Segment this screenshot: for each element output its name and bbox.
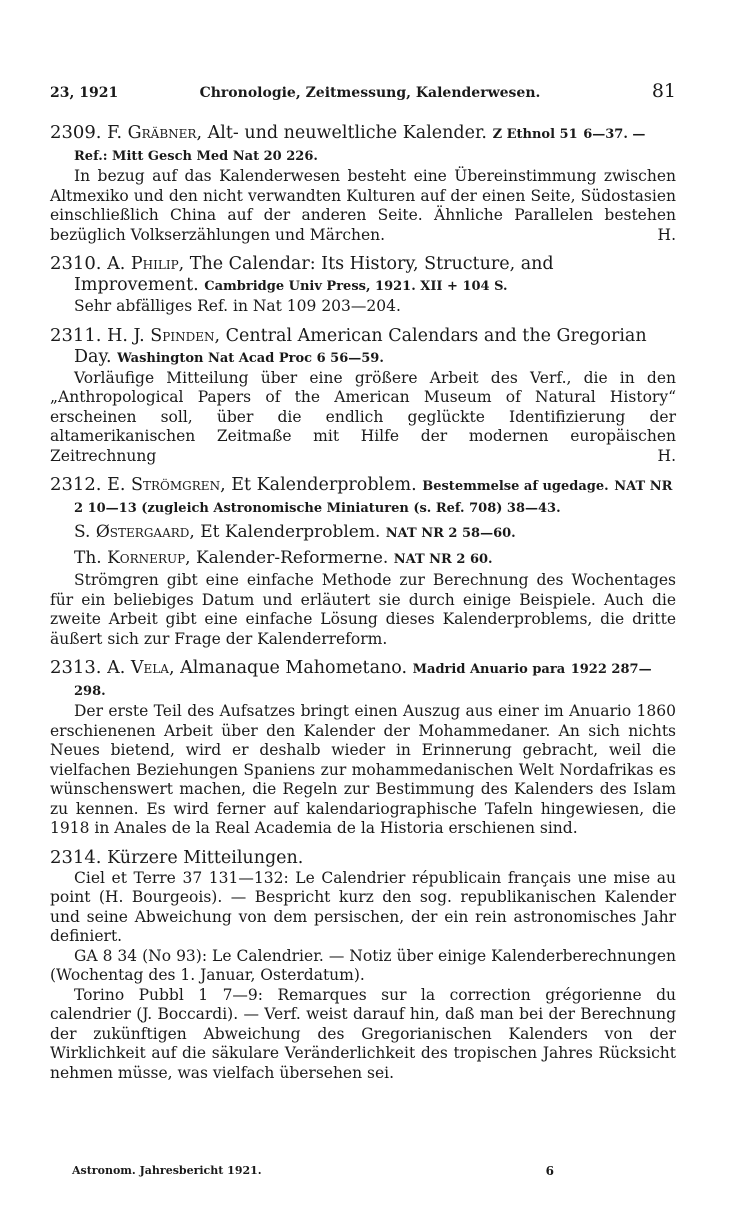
author-name: Vela — [130, 658, 169, 678]
page-number: 81 — [651, 80, 676, 102]
author-name: Philip — [130, 254, 179, 274]
footer-journal: Astronom. Jahresbericht 1921. — [72, 1164, 262, 1177]
entry-title: , The Calendar: Its History, Structure, and Improvement. — [74, 254, 554, 295]
author-name: Gräbner — [127, 123, 197, 143]
entry-2311 — [50, 325, 676, 467]
entry-source: Washington Nat Acad Proc 6 56—59. — [117, 350, 384, 366]
entry-2313 — [50, 657, 676, 839]
author-initials: A. — [107, 254, 126, 274]
entry-source: Cambridge Univ Press, 1921. XII + 104 S. — [204, 279, 508, 294]
entry-reference-note: Sehr abfälliges Ref. in Nat 109 203—204. — [74, 297, 401, 315]
entry-title: , Kalender-Reformerne. — [185, 548, 389, 568]
short-note-torino: Torino Pubbl 1 7—9: Remarques sur la correction grégorienne du calendrier (J. Boccardi). — Verf. weist darauf hin, daß man bei der Berechnung der zukünftigen Abweichung des Gregorianischen Kalenders von der Wirklichkeit auf die säkulare Veränderlichkeit des tropischen Jahres Rücksicht nehmen müsse, was vielfach übersehen sei. — [50, 985, 676, 1082]
reviewer-sign: H. — [657, 446, 676, 465]
entry-heading — [50, 657, 676, 702]
entry-2309 — [50, 122, 676, 245]
abstract-text: In bezug auf das Kalenderwesen besteht eine Übereinstimmung zwischen Altmexiko und den nicht verwandten Kulturen auf der einen Seite, Südostasien einschließlich China auf der anderen Seite. Ähnliche Parallelen bestehen bezüglich Volkserzählungen und Märchen. — [50, 167, 676, 244]
entry-title: , Almanaque Mahometano. — [168, 658, 408, 678]
running-header — [50, 80, 676, 102]
author-initials: E. — [107, 475, 126, 495]
entry-number: 2314. — [50, 846, 102, 868]
header-volume: 23, 1921 — [50, 85, 119, 101]
entry-heading — [50, 847, 676, 869]
entry-title: , Et Kalenderproblem. — [220, 475, 417, 495]
entry-number: 2310. — [50, 253, 102, 274]
entry-source: NAT NR 2 60. — [393, 552, 493, 567]
short-note-ga: GA 8 34 (No 93): Le Calendrier. — Notiz über einige Kalenderberechnungen (Wochentag des 1. Januar, Osterdatum). — [50, 946, 676, 984]
author-initials: A. — [107, 658, 126, 678]
author-initials: Th. — [74, 548, 102, 568]
entry-title: , Et Kalenderproblem. — [189, 522, 381, 542]
entry-title: , Central American Calendars and the Gregorian Day. — [74, 325, 647, 367]
entry-source: NAT NR 2 58—60. — [385, 526, 516, 541]
author-name: Østergaard — [95, 522, 190, 542]
header-section-title: Chronologie, Zeitmessung, Kalenderwesen. — [199, 85, 541, 101]
abstract-text: Vorläufige Mitteilung über eine größere Arbeit des Verf., die in den „Anthropological Papers of the American Museum of Natural History“ erscheinen soll, über die endlich geglückte Identifizierung der altamerikanischen Zeitmaße mit Hilfe der modernen europäischen Zeitrechnung — [50, 368, 676, 465]
entry-source-cont: 6—37. — Ref.: Mitt Gesch Med Nat 20 226. — [74, 127, 646, 164]
author-initials: F. — [107, 123, 123, 143]
entry-abstract: Strömgren gibt eine einfache Methode zur Berechnung des Wochentages für ein beliebiges Datum und erläutert sie durch einige Beispiele. Auch die zweite Arbeit gibt eine einfache Lösung dieses Kalenderproblems, die dritte äußert sich zur Frage der Kalenderreform. — [50, 571, 676, 648]
entry-heading — [50, 474, 676, 519]
entry-number: 2312. — [50, 474, 102, 495]
page-footer — [72, 1164, 554, 1178]
entry-heading — [50, 122, 676, 167]
entry-source: Z Ethnol 51 — [492, 127, 578, 142]
entry-abstract: Der erste Teil des Aufsatzes bringt einen Auszug aus einer im Anuario 1860 erschienenen Arbeit über den Kalender der Mohammedaner. An sich nichts Neues bietend, wird er deshalb wieder in Erinnerung gebracht, weil die vielfachen Beziehungen Spaniens zur mohammedanischen Welt Nordafrikas es wünschenswert machen, die Regeln zur Bestimmung des Kalenders des Islam zu kennen. Es wird ferner auf kalendariographische Tafeln hingewiesen, die 1918 in Anales de la Real Academia de la Historia erschienen sind. — [50, 702, 676, 837]
entry-source: Madrid Anuario para — [412, 662, 566, 677]
related-entry-ostergaard — [74, 521, 676, 545]
short-note-ciel-et-terre: Ciel et Terre 37 131—132: Le Calendrier républicain français une mise au point (H. Bourgeois). — Bespricht kurz den sog. republikanischen Kalender und seine Abweichung von dem persischen, der ein rein astronomisches Jahr definiert. — [50, 868, 676, 945]
author-initials: H. J. — [107, 325, 145, 346]
entry-source-cont: NAT NR 2 10—13 (zugleich Astronomische Miniaturen (s. Ref. 708) 38—43. — [74, 479, 673, 516]
entry-title: Kürzere Mitteilungen. — [107, 847, 304, 868]
entry-number: 2313. — [50, 657, 102, 678]
entry-abstract — [50, 369, 676, 467]
entry-abstract — [50, 167, 676, 245]
related-entry-kornerup — [74, 547, 676, 571]
entry-heading — [50, 253, 676, 297]
signature-mark: 6 — [545, 1164, 554, 1178]
reviewer-sign: H. — [657, 225, 676, 244]
entry-heading — [50, 325, 676, 369]
author-name: Strömgren — [131, 475, 221, 495]
entry-source: Bestemmelse af ugedage. — [422, 479, 609, 494]
entry-number: 2311. — [50, 324, 102, 346]
author-initials: S. — [74, 522, 91, 542]
entry-title: , Alt- und neuweltliche Kalender. — [196, 123, 487, 143]
entry-number: 2309. — [50, 122, 102, 143]
entry-2310 — [50, 253, 676, 317]
author-name: Spinden — [150, 325, 215, 346]
entry-source-cont: 1922 287—298. — [74, 662, 652, 699]
entry-2314 — [50, 847, 676, 1084]
author-name: Kornerup — [107, 548, 186, 568]
entry-2312 — [50, 474, 676, 649]
